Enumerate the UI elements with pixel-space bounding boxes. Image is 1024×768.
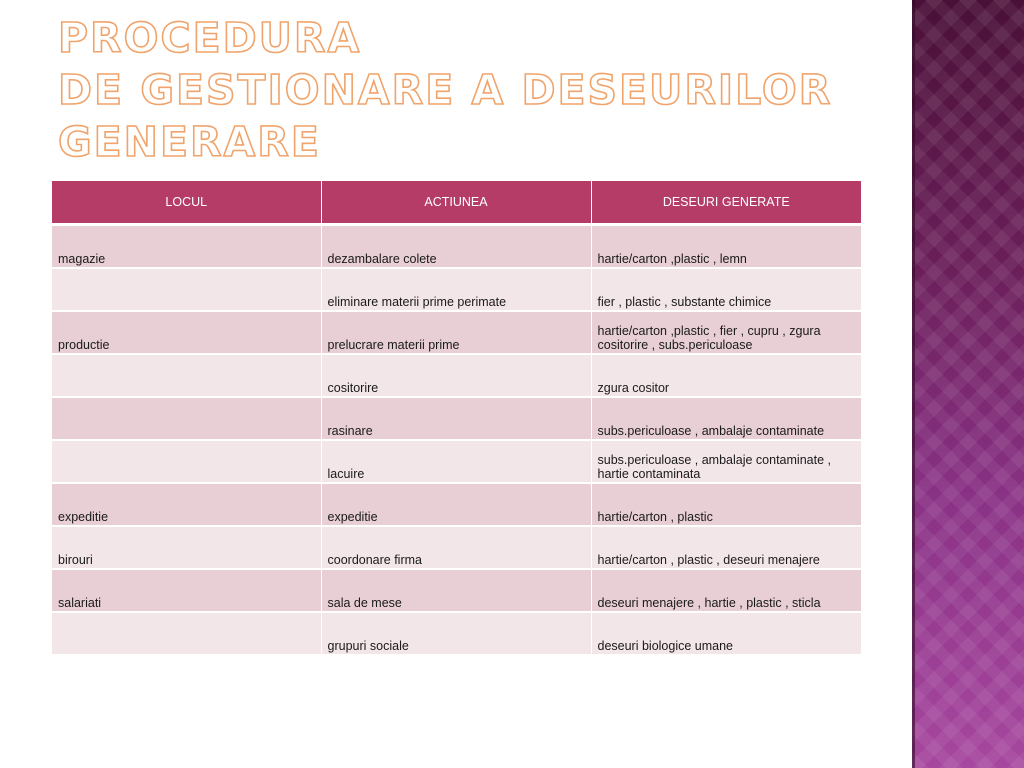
cell-deseuri: fier , plastic , substante chimice bbox=[591, 268, 861, 311]
cell-actiunea: lacuire bbox=[321, 440, 591, 483]
cell-locul bbox=[52, 268, 321, 311]
table-row bbox=[52, 612, 861, 655]
cell-deseuri: zgura cositor bbox=[591, 354, 861, 397]
cell-deseuri: deseuri menajere , hartie , plastic , sticla bbox=[591, 569, 861, 612]
cell-deseuri: subs.periculoase , ambalaje contaminate bbox=[591, 397, 861, 440]
header-deseuri-generate: DESEURI GENERATE bbox=[591, 181, 861, 225]
table-row bbox=[52, 268, 861, 311]
cell-deseuri: subs.periculoase , ambalaje contaminate , hartie contaminata bbox=[591, 440, 861, 483]
table-row bbox=[52, 397, 861, 440]
header-locul: LOCUL bbox=[52, 181, 321, 225]
cell-actiunea: rasinare bbox=[321, 397, 591, 440]
waste-table bbox=[52, 181, 861, 656]
title-line-2: DE GESTIONARE A DESEURILOR bbox=[58, 66, 833, 114]
slide-title bbox=[58, 12, 832, 168]
cell-locul bbox=[52, 612, 321, 655]
cell-actiunea: coordonare firma bbox=[321, 526, 591, 569]
cell-deseuri: hartie/carton ,plastic , lemn bbox=[591, 225, 861, 269]
table-row bbox=[52, 440, 861, 483]
table-row bbox=[52, 483, 861, 526]
cell-locul: expeditie bbox=[52, 483, 321, 526]
cell-locul bbox=[52, 440, 321, 483]
cell-locul: birouri bbox=[52, 526, 321, 569]
cell-actiunea: grupuri sociale bbox=[321, 612, 591, 655]
cell-locul: productie bbox=[52, 311, 321, 354]
table-row bbox=[52, 526, 861, 569]
title-line-3: GENERARE bbox=[58, 118, 321, 166]
cell-actiunea: cositorire bbox=[321, 354, 591, 397]
title-line-1: PROCEDURA bbox=[58, 14, 362, 62]
cell-deseuri: deseuri biologice umane bbox=[591, 612, 861, 655]
decorative-side-band bbox=[912, 0, 1024, 768]
cell-actiunea: expeditie bbox=[321, 483, 591, 526]
table-header-row bbox=[52, 181, 861, 225]
cell-locul bbox=[52, 354, 321, 397]
cell-actiunea: prelucrare materii prime bbox=[321, 311, 591, 354]
table-row bbox=[52, 311, 861, 354]
cell-deseuri: hartie/carton ,plastic , fier , cupru , zgura cositorire , subs.periculoase bbox=[591, 311, 861, 354]
cell-locul: magazie bbox=[52, 225, 321, 269]
table-row bbox=[52, 225, 861, 269]
cell-locul: salariati bbox=[52, 569, 321, 612]
cell-locul bbox=[52, 397, 321, 440]
cell-deseuri: hartie/carton , plastic , deseuri menajere bbox=[591, 526, 861, 569]
cell-actiunea: eliminare materii prime perimate bbox=[321, 268, 591, 311]
cell-actiunea: sala de mese bbox=[321, 569, 591, 612]
cell-deseuri: hartie/carton , plastic bbox=[591, 483, 861, 526]
cell-actiunea: dezambalare colete bbox=[321, 225, 591, 269]
table-row bbox=[52, 569, 861, 612]
header-actiunea: ACTIUNEA bbox=[321, 181, 591, 225]
table-row bbox=[52, 354, 861, 397]
